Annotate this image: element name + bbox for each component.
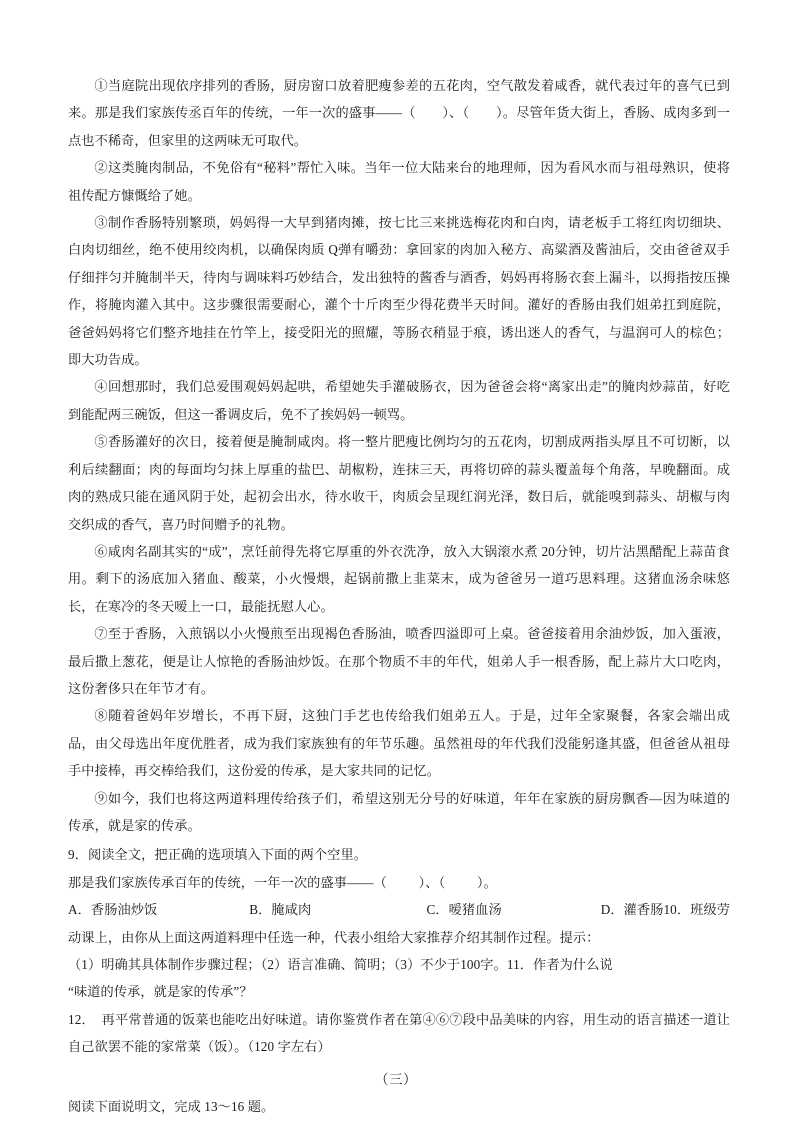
passage-paragraph-5: ⑤香肠灌好的次日，接着便是腌制咸肉。将一整片肥瘦比例均匀的五花肉，切割成两指头厚且不可切断，以利后续翻面；肉的每面均匀抹上厚重的盐巴、胡椒粉，连抹三天，再将切碎的蒜头覆盖每个角落，早晚翻面。成肉的熟成只能在通风阴于处，起初会出水，待水收干，肉质会呈现红润光泽，数日后，就能嗅到蒜头、胡椒与肉交织成的香气，喜乃时间赠予的礼物。	[68, 434, 730, 532]
passage-section	[68, 72, 730, 839]
passage-paragraph-4: ④回想那时，我们总爱围观妈妈起哄，希望她失手灌破肠衣，因为爸爸会将“离家出走”的腌肉炒蒜苗，好吃到能配两三碗饭，但这一番调皮后，免不了挨妈妈一顿骂。	[68, 379, 730, 422]
question-10-continuation: 动课上，由你从上面这两道料理中任选一种，代表小组给大家推荐介绍其制作过程。提示：	[68, 929, 600, 945]
option-d[interactable]: D．灌香肠10．班级劳	[600, 902, 731, 918]
questions-section	[68, 841, 730, 1060]
option-b[interactable]: B．腌咸肉	[249, 902, 312, 918]
question-11-quote: “味道的传承，就是家的传承”？	[68, 984, 253, 1000]
section-marker-three: （三）	[374, 1071, 418, 1087]
option-c[interactable]: C．嗳猪血汤	[426, 902, 502, 918]
question-12: 12． 再平常普通的饭菜也能吃出好味道。请你鉴赏作者在第④⑥⑦段中品美味的内容，用生动的语言描述一道让自己欲罢不能的家常菜（饭）。（120 字左右）	[68, 1011, 730, 1055]
question-9-stem: 9．阅读全文，把正确的选项填入下面的两个空里。	[68, 847, 368, 863]
passage-paragraph-7: ⑦至于香肠，入煎锅以小火慢煎至出现褐色香肠油，喷香四溢即可上桌。爸爸接着用余油炒饭，加入蛋液，最后撒上葱花，便是让人惊艳的香肠油炒饭。在那个物质不丰的年代，姐弟人手一根香肠，配上蒜片大口吃肉，这份奢侈只在年节才有。	[68, 626, 730, 696]
passage-paragraph-1: ①当庭院出现依序排列的香肠，厨房窗口放着肥瘦参差的五花肉，空气散发着咸香，就代表过年的喜气已到来。那是我们家族传丞百年的传统，一年一次的盛事——（ ）、（ ）。尽管年货大街上，香肠、成肉多到一点也不稀奇，但家里的这两味无可取代。	[68, 78, 730, 148]
next-section	[68, 1067, 730, 1120]
q9-sentence-pre: 那是我们家族传承百年的传统，一年一次的盛事——（	[68, 874, 387, 890]
passage-paragraph-9: ⑨如今，我们也将这两道料理传给孩子们，希望这别无分号的好味道，年年在家族的厨房飘香—因为味道的传承，就是家的传承。	[68, 790, 730, 833]
q9-sentence-post: ）。	[476, 874, 497, 890]
passage-paragraph-3: ③制作香肠特别繁琐，妈妈得一大早到猪肉摊，按七比三来挑选梅花肉和白肉，请老板手工将红肉切细块、白肉切细丝，绝不使用绞肉机，以确保肉质 Q弹有嚼劲：拿回家的肉加入秘方、高粱酒及酱油后，交由爸爸双手仔细拌匀并腌制半天，待肉与调味料巧妙结合，发出独特的酱香与酒香，妈妈再将肠衣套上漏斗，以拇指按压操作，将腌肉灌入其中。这步骤很需要耐心，灌个十斤肉至少得花费半天时间。灌好的香肠由我们姐弟扛到庭院，爸爸妈妈将它们整齐地挂在竹竿上，接受阳光的照耀，等肠衣稍显于痕，诱出迷人的香气，与温润可人的棕色；即大功告成。	[68, 215, 730, 368]
question-10-hints: （1）明确其具体制作步骤过程；（2）语言准确、简明；（3）不少于100字。11．作者为什么说	[68, 957, 613, 972]
passage-paragraph-2: ②这类腌肉制品，不免俗有“秘料”帮忙入味。当年一位大陆来台的地理师，因为看风水而与祖母熟识，使将祖传配方慷慨给了她。	[68, 160, 730, 203]
passage-paragraph-6: ⑥咸肉名副其实的“成”，烹饪前得先将它厚重的外衣洗净，放入大锅滚水煮 20分钟，切片沾黑醋配上蒜苗食用。剩下的汤底加入猪血、酸菜，小火慢煨，起锅前撒上韭菜末，成为爸爸另一道巧思料理。这猪血汤余味悠长，在寒冷的冬天嗳上一口，最能抚慰人心。	[68, 543, 730, 614]
question-9-options	[68, 896, 730, 923]
next-section-instruction: 阅读下面说明文，完成 13～16 题。	[68, 1098, 275, 1114]
document-body	[68, 72, 730, 1120]
question-9-fill-sentence	[68, 869, 730, 896]
q9-sentence-mid: ）、（	[418, 874, 446, 890]
passage-paragraph-8: ⑧随着爸妈年岁增长，不再下厨，这独门手艺也传给我们姐弟五人。于是，过年全家聚餐，各家会端出成品，由父母选出年度优胜者，成为我们家族独有的年节乐趣。虽然祖母的年代我们没能躬逢其盛，但爸爸从祖母手中接棒，再交棒给我们，这份爱的传承，是大家共同的记忆。	[68, 708, 730, 779]
option-a[interactable]: A．香肠油炒饭	[68, 902, 158, 918]
